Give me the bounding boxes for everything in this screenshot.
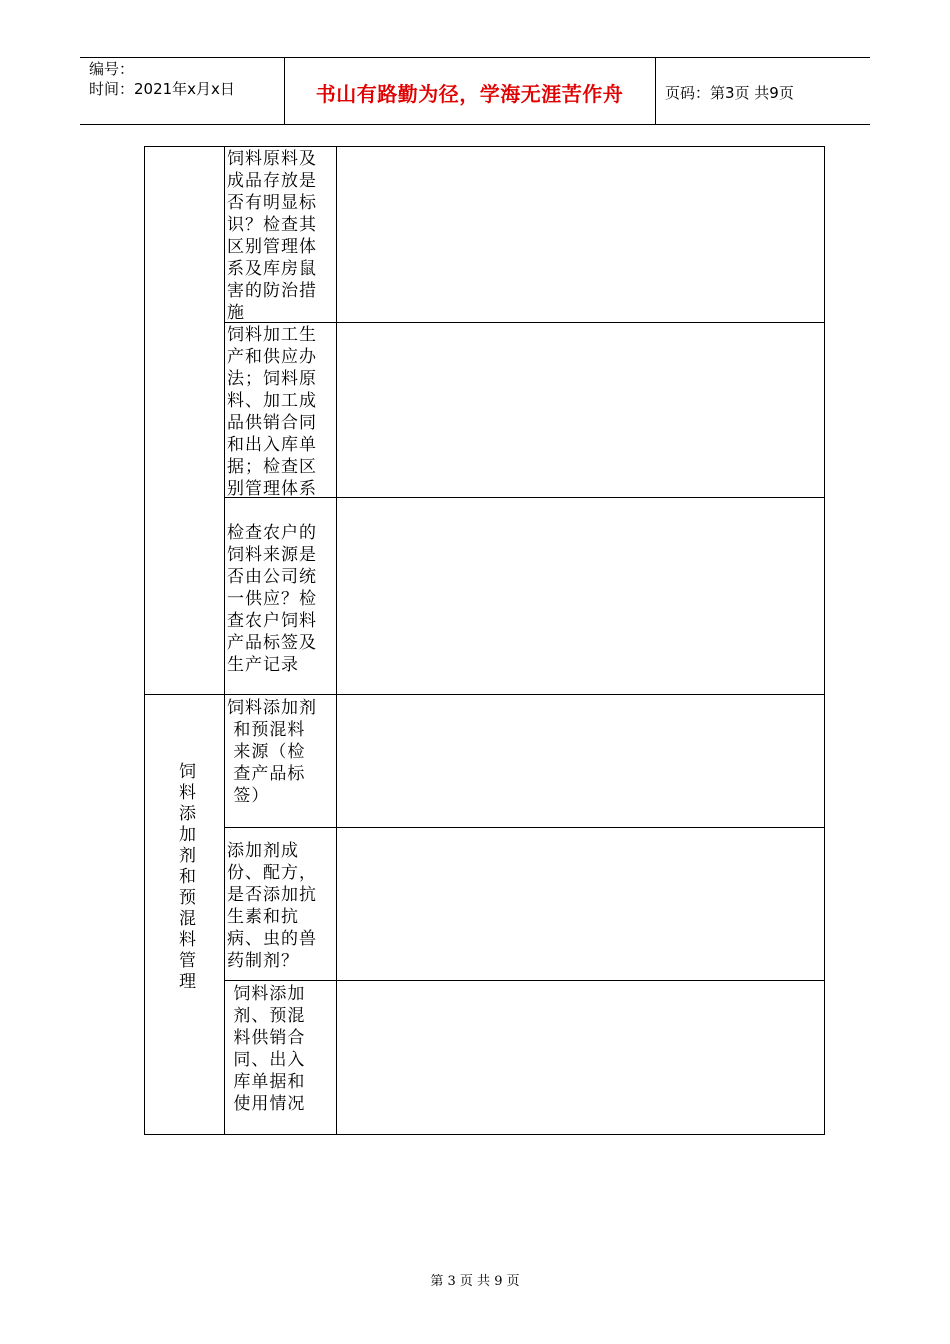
header-motto: 书山有路勤为径，学海无涯苦作舟	[315, 82, 624, 106]
header-bottom-rule	[80, 124, 870, 125]
item-cell: 饲料添加剂 和预混料 来源（检 查产品标 签）	[227, 698, 317, 806]
item-cell: 饲料原料及 成品存放是 否有明显标 识？检查其 区别管理体 系及库房鼠 害的防治措 施	[227, 149, 317, 323]
row-divider	[224, 827, 824, 828]
header-page-info: 页码：第3页 共9页	[665, 84, 794, 102]
item-cell: 添加剂成 份、配方， 是否添加抗 生素和抗 病、虫的兽 药制剂？	[227, 841, 317, 971]
item-cell: 饲料添加 剂、预混 料供销合 同、出入 库单据和 使用情况	[233, 984, 306, 1114]
header-top-rule	[80, 57, 870, 58]
serial-label: 编号：	[89, 60, 135, 78]
col-divider-1	[224, 146, 225, 1135]
header-meta	[89, 59, 235, 99]
section-divider	[144, 694, 824, 695]
category-cell-additives: 饲料添加剂和预混料管理	[175, 762, 195, 993]
footer-page-number: 第 3 页 共 9 页	[430, 1274, 520, 1289]
item-cell: 饲料加工生 产和供应办 法；饲料原 料、加工成 品供销合同 和出入库单 据；检查区 别管理体系	[227, 325, 317, 499]
col-divider-2	[336, 146, 337, 1135]
row-divider	[224, 980, 824, 981]
item-cell: 检查农户的 饲料来源是 否由公司统 一供应？检 查农户饲料 产品标签及 生产记录	[227, 523, 317, 675]
date-label: 时间：2021年x月x日	[89, 80, 235, 98]
header-divider-right	[655, 57, 656, 125]
